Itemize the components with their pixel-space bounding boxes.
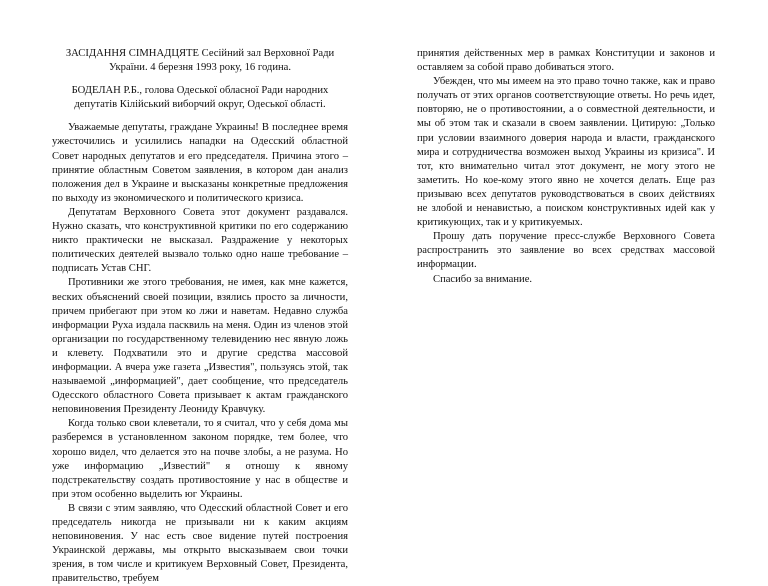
speaker-line: БОДЕЛАН Р.Б., голова Одеської обласної Ради народних депутатів Кілійський виборчий округ, Одеської області.: [71, 85, 329, 111]
paragraph: Депутатам Верховного Совета этот документ раздавался. Нужно сказать, что конструктивной критики по его содержанию никто практически не высказал. Раздражение у некоторых политических деятелей вызвало только одно наше требование – подписать Устав СНГ.: [52, 206, 348, 275]
paragraph: Уважаемые депутаты, граждане Украины! В последнее время ужесточились и усилились нападки на Одесский областной Совет народных депутатов и его председателя. Причина этого – принятие областным Советом заявления, в котором дан анализ положения дел в Украине и высказаны конкретные предложения по выходу из экономического и политического кризиса.: [52, 122, 348, 204]
left-page-column: [52, 47, 348, 586]
paragraph: Когда только свои клеветали, то я считал, что у себя дома мы разберемся в установленном законом порядке, тем более, что хорошо видел, что делается это на почве злобы, а не разума. Но уже информацию „Известий" я отношу к явному подстрекательству создать противостояние у нас в обществе и при этом особенно выделить юг Украины.: [52, 418, 348, 500]
session-heading: ЗАСІДАННЯ СІМНАДЦЯТЕ Сесійний зал Верховної Ради України. 4 березня 1993 року, 16 година.: [65, 48, 335, 74]
paragraph: Противники же этого требования, не имея, как мне кажется, веских объяснений своей позиции, взялись просто за личности, причем прибегают при этом ко лжи и наветам. Недавно служба информации Руха издала пасквиль на меня. Один из членов этой организации по государственному телевидению нес явную ложь и клевету. Подхватили это и другие средства массовой информации. А вчера уже газета „Известия", пользуясь этой, так называемой „информацией", дает сообщение, что председатель Одесского областного Совета призывает к актам гражданского неповиновения Президенту Леониду Кравчуку.: [52, 277, 348, 416]
paragraph: Убежден, что мы имеем на это право точно также, как и право получать от этих органов соответствующие ответы. Но речь идет, повторяю, не о противостоянии, а о совместной деятельности, и мы об этом так и сказали в своем заявлении. Цитирую: „Только при условии взаимного доверия народа и власти, гражданского мира и сотрудничества возможен выход Украины из кризиса". И тот, кто внимательно читал этот документ, не могу этого не заметить. Но кое-кому этого явно не хочется делать. Еще раз призываю всех депутатов руководствоваться в своих действиях не злобой и ненавистью, а поиском конструктивных идей как у критикующих, так и у критикуемых.: [417, 76, 715, 229]
paragraph: В связи с этим заявляю, что Одесский областной Совет и его председатель никогда не призывали ни к каким акциям неповиновения. У нас есть свое видение путей построения Украинской державы, мы открыто высказываем свои точки зрения, в том числе и критикуем Верховный Совет, Президента, правительство, требуем: [52, 502, 348, 585]
paragraph: Прошу дать поручение пресс-службе Верховного Совета распространить это заявление во всех средствах массовой информации.: [417, 231, 715, 271]
closing-line: Спасибо за внимание.: [433, 273, 533, 285]
paragraph-continuation: принятия действенных мер в рамках Конституции и законов и оставляем за собой право добиваться этого.: [417, 48, 715, 74]
right-page-column: [417, 47, 715, 287]
